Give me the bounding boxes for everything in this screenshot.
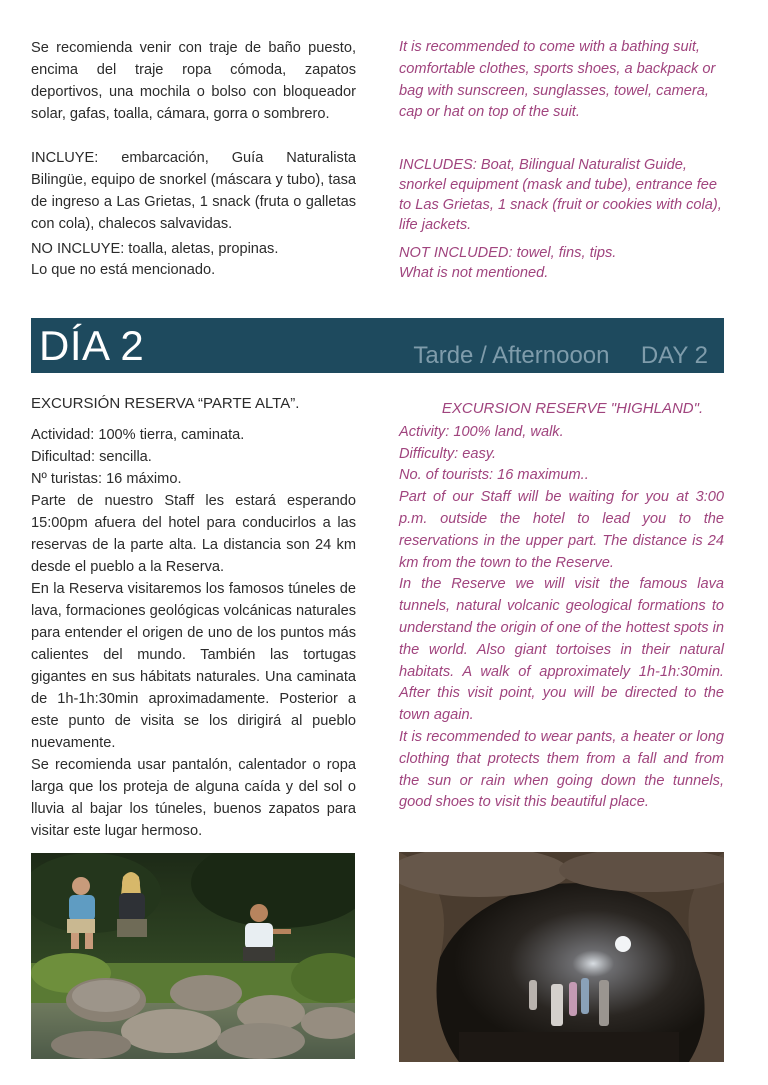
top-english-column	[399, 37, 724, 283]
es-excursion-heading: EXCURSIÓN RESERVA “PARTE ALTA”.	[31, 395, 300, 412]
en-includes-paragraph: INCLUDES: Boat, Bilingual Naturalist Guide, snorkel equipment (mask and tube), entrance fee to Las Grietas, 1 snack (fruit or cookies with cola), life jackets.	[399, 157, 722, 233]
day2-english-column	[399, 398, 724, 814]
es-reserve-paragraph: En la Reserva visitaremos los famosos túneles de lava, formaciones geológicas volcánicas naturales para entender el origen de uno de los puntos más calientes del mundo. También las tortugas gigantes en sus hábitats naturales. Una caminata de 1h-1h:30min aproximadamente. Posterior a este punto de visita se los dirigirá al pueblo nuevamente.	[31, 581, 356, 751]
day-title: DÍA 2	[39, 322, 145, 369]
en-reserve-paragraph: In the Reserve we will visit the famous lava tunnels, natural volcanic geological formations to understand the origin of one of the hottest spots in the world. Also giant tortoises in their natural habitats. A walk of approximately 1h-1h:30min. After this visit point, you will be directed to the town again.	[399, 576, 724, 724]
es-includes-paragraph: INCLUYE: embarcación, Guía Naturalista Bilingüe, equipo de snorkel (máscara y tubo), tasa de ingreso a Las Grietas, 1 snack (fruta o galletas con cola), chalecos salvavidas.	[31, 150, 356, 232]
en-recommendation-paragraph: It is recommended to come with a bathing suit, comfortable clothes, sports shoes, a backpack or bag with sunscreen, sunglasses, towel, camera, cap or hat on top of the suit.	[399, 39, 716, 121]
es-recommendation-paragraph: Se recomienda venir con traje de baño puesto, encima del traje ropa cómoda, zapatos deportivos, una mochila o bolso con bloqueador solar, gafas, toalla, cámara, gorra o sombrero.	[31, 40, 356, 122]
day2-spanish-column	[31, 393, 356, 842]
en-difficulty-line: Difficulty: easy.	[399, 445, 497, 462]
en-tourists-line: No. of tourists: 16 maximum..	[399, 467, 589, 484]
en-not-included-line: NOT INCLUDED: towel, fins, tips.	[399, 245, 617, 262]
es-not-included-line: NO INCLUYE: toalla, aletas, propinas.	[31, 241, 279, 257]
es-activity-line: Actividad: 100% tierra, caminata.	[31, 427, 245, 443]
en-not-mentioned-line: What is not mentioned.	[399, 265, 549, 282]
lava-tunnel-photo	[399, 852, 724, 1062]
afternoon-label: Tarde / Afternooon	[413, 342, 610, 369]
es-difficulty-line: Dificultad: sencilla.	[31, 449, 152, 465]
tortoise-photo	[31, 853, 355, 1059]
day-number-label: DAY 2	[640, 342, 708, 369]
es-staff-paragraph: Parte de nuestro Staff les estará esperando 15:00pm afuera del hotel para conducirlos a las reservas de la parte alta. La distancia son 24 km desde el pueblo a la Reserva.	[31, 493, 356, 575]
lava-tunnel-illustration	[399, 852, 724, 1062]
tortoise-photo-illustration	[31, 853, 355, 1059]
day-banner	[31, 318, 724, 373]
es-tourists-line: Nº turistas: 16 máximo.	[31, 471, 182, 487]
top-spanish-column	[31, 37, 356, 281]
en-clothing-paragraph: It is recommended to wear pants, a heater or long clothing that protects them from a fall and from the sun or rain when going down the tunnels, good shoes to visit this beautiful place.	[399, 728, 724, 811]
en-staff-paragraph: Part of our Staff will be waiting for you at 3:00 p.m. outside the hotel to lead you to the reservations in the upper part. The distance is 24 km from the town to the Reserve.	[399, 489, 724, 571]
en-excursion-heading: EXCURSION RESERVE "HIGHLAND".	[441, 400, 704, 417]
day-subtitle	[413, 342, 708, 370]
es-not-mentioned-line: Lo que no está mencionado.	[31, 262, 216, 278]
es-clothing-paragraph: Se recomienda usar pantalón, calentador o ropa larga que los proteja de alguna caída y del sol o lluvia al bajar los túneles, buenos zapatos para visitar este lugar hermoso.	[31, 757, 356, 839]
en-activity-line: Activity: 100% land, walk.	[399, 423, 564, 440]
